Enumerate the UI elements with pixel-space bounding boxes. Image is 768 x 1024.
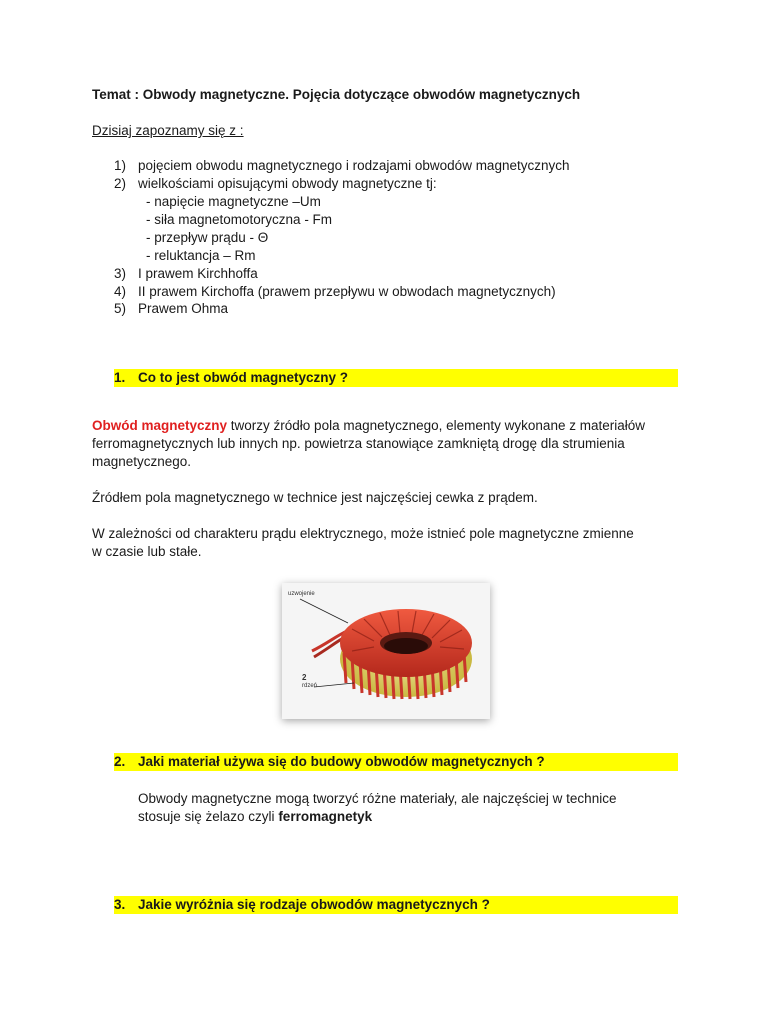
list-item: II prawem Kirchoffa (prawem przepływu w obwodach magnetycznych)	[138, 284, 556, 299]
intro-text: Dzisiaj zapoznamy się z :	[92, 123, 244, 138]
source-paragraph: Źródłem pola magnetycznego w technice jest najczęściej cewka z prądem.	[92, 490, 538, 505]
list-item: wielkościami opisującymi obwody magnetyczne tj:	[138, 176, 437, 191]
definition-text: tworzy źródło pola magnetycznego, elementy wykonane z materiałów	[227, 418, 645, 433]
list-item: Prawem Ohma	[138, 301, 229, 316]
core-label: rdzeń	[302, 683, 318, 689]
ferromagnetic-term: ferromagnetyk	[278, 809, 373, 824]
list-number: 3)	[114, 266, 127, 281]
sublist-item: - siła magnetomotoryczna - Fm	[146, 212, 333, 227]
dependence-paragraph	[92, 525, 692, 561]
winding-label: uzwojenie	[288, 591, 315, 597]
section-2-heading	[114, 753, 678, 771]
document-title: Temat : Obwody magnetyczne. Pojęcia dotyczące obwodów magnetycznych	[92, 87, 581, 102]
definition-term: Obwód magnetyczny	[92, 418, 228, 433]
definition-text: ferromagnetycznych lub innych np. powietrza stanowiące zamkniętą drogę dla strumienia	[92, 436, 625, 451]
sublist-item: - reluktancja – Rm	[146, 248, 256, 263]
dependence-text: w czasie lub stałe.	[92, 544, 202, 559]
section-heading-text: Jakie wyróżnia się rodzaje obwodów magnetycznych ?	[138, 897, 490, 912]
section-3-heading	[114, 896, 678, 914]
material-paragraph	[138, 790, 698, 826]
section-heading-text: Jaki materiał używa się do budowy obwodów magnetycznych ?	[138, 754, 545, 769]
definition-text: magnetycznego.	[92, 454, 192, 469]
list-number: 5)	[114, 301, 127, 316]
dependence-text: W zależności od charakteru prądu elektrycznego, może istnieć pole magnetyczne zmienne	[92, 526, 634, 541]
sublist-item: - napięcie magnetyczne –Um	[146, 194, 321, 209]
list-number: 2)	[114, 176, 127, 191]
sublist-item: - przepływ prądu - Θ	[146, 230, 269, 245]
material-text: stosuje się żelazo czyli	[138, 809, 279, 824]
list-item: pojęciem obwodu magnetycznego i rodzajami obwodów magnetycznych	[138, 158, 570, 173]
list-number: 1)	[114, 158, 127, 173]
material-text: Obwody magnetyczne mogą tworzyć różne materiały, ale najczęściej w technice	[138, 791, 617, 806]
figure-number-label: 2	[302, 673, 307, 682]
section-number: 3.	[114, 897, 126, 912]
section-heading-text: Co to jest obwód magnetyczny ?	[138, 370, 349, 385]
toroid-coil-figure	[282, 583, 490, 719]
toroid-coil-image	[282, 583, 490, 719]
list-item: I prawem Kirchhoffa	[138, 266, 258, 281]
section-number: 1.	[114, 370, 126, 385]
definition-paragraph	[92, 417, 692, 471]
section-1-heading	[114, 369, 678, 387]
list-number: 4)	[114, 284, 127, 299]
section-number: 2.	[114, 754, 126, 769]
